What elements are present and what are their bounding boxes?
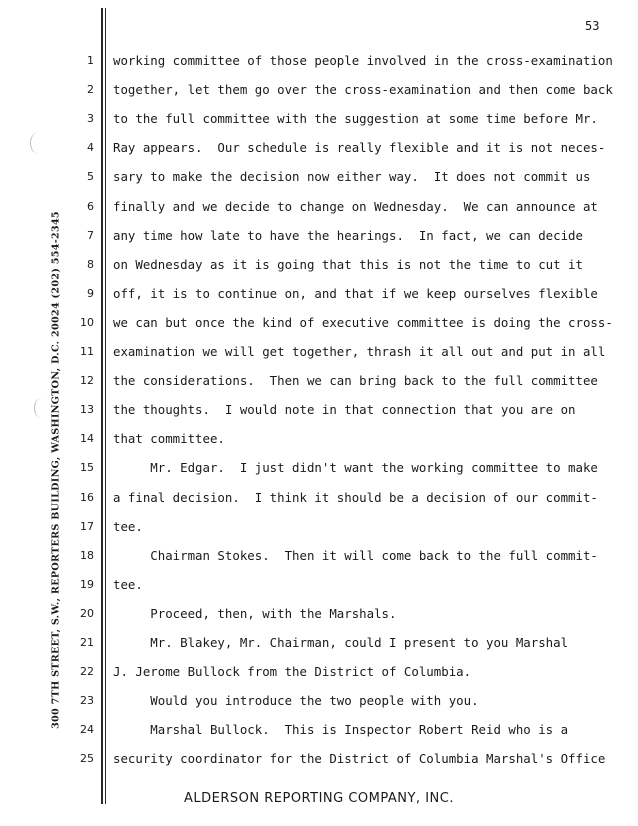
line-text: Chairman Stokes. Then it will come back to the full commit- [113,547,598,563]
line-number: 23 [80,694,94,708]
transcript-line [0,459,638,479]
line-text: Would you introduce the two people with you. [113,693,479,709]
side-address-text: 300 7TH STREET, S.W., REPORTERS BUILDING, WASHINGTON, D.C. 20024 (202) 554-2345 [50,211,62,729]
line-text: off, it is to continue on, and that if we keep ourselves flexible [113,285,598,301]
line-text: on Wednesday as it is going that this is not the time to cut it [113,256,583,272]
transcript-line [0,227,638,247]
line-number: 8 [87,257,94,271]
line-text: J. Jerome Bullock from the District of Columbia. [113,664,472,680]
line-text: Mr. Blakey, Mr. Chairman, could I present to you Marshal [113,635,569,650]
line-text: sary to make the decision now either way. It does not commit us [113,169,591,185]
line-number: 16 [80,490,94,504]
transcript-line [0,81,638,101]
line-text: Mr. Edgar. I just didn't want the working committee to make [113,460,598,476]
transcript-line [0,401,638,421]
transcript-line [0,372,638,392]
line-number: 22 [80,665,94,679]
transcript-line [0,692,638,712]
line-number: 11 [80,345,94,358]
line-number: 24 [80,723,94,737]
line-text: tee. [113,518,143,534]
line-text: Marshal Bullock. This is Inspector Robert Reid who is a [113,722,569,738]
line-number: 13 [80,403,94,417]
transcript-line [0,256,638,276]
line-number: 14 [80,432,94,446]
line-number: 20 [80,606,94,620]
line-text: security coordinator for the District of Columbia Marshal's Office [113,751,606,767]
line-number: 19 [80,577,94,591]
reporting-company-footer: ALDERSON REPORTING COMPANY, INC. [184,791,454,806]
transcript-line [0,314,638,334]
line-number: 9 [87,286,94,300]
line-text: the considerations. Then we can bring back to the full committee [113,373,598,389]
line-number: 5 [87,170,94,184]
line-text: together, let them go over the cross-examination and then come back [113,82,613,98]
transcript-line [0,168,638,188]
transcript-line [0,518,638,538]
line-text: working committee of those people involved in the cross-examination [113,53,613,68]
transcript-line [0,547,638,567]
line-text: the thoughts. I would note in that connection that you are on [113,402,576,418]
line-number: 1 [87,54,94,67]
line-text: Proceed, then, with the Marshals. [113,605,397,621]
transcript-line [0,721,638,741]
line-text: any time how late to have the hearings. In fact, we can decide [113,227,583,243]
transcript-line [0,110,638,130]
transcript-line [0,285,638,305]
transcript-line [0,750,638,770]
transcript-line [0,343,638,363]
line-number: 7 [87,228,94,242]
line-number: 17 [80,519,94,533]
line-number: 10 [80,315,94,329]
line-number: 18 [80,548,94,562]
transcript-line [0,663,638,683]
transcript-line [0,634,638,654]
line-number: 3 [87,112,94,126]
transcript-line [0,605,638,625]
line-text: that committee. [113,431,225,447]
line-number: 2 [87,83,94,97]
transcript-line [0,430,638,450]
line-text: to the full committee with the suggestion at some time before Mr. [113,111,598,127]
line-number: 25 [80,752,94,766]
line-text: Ray appears. Our schedule is really flexible and it is not neces- [113,140,606,156]
line-number: 6 [87,199,94,213]
line-number: 4 [87,141,94,155]
line-text: we can but once the kind of executive committee is doing the cross- [113,314,613,330]
page-number: 53 [585,19,600,33]
line-text: tee. [113,576,143,592]
transcript-line [0,52,638,72]
transcript-line [0,576,638,596]
line-text: finally and we decide to change on Wednesday. We can announce at [113,198,598,214]
line-number: 15 [80,461,94,475]
line-text: a final decision. I think it should be a decision of our commit- [113,489,598,505]
transcript-line [0,489,638,509]
line-number: 12 [80,374,94,388]
transcript-line [0,198,638,218]
transcript-line [0,139,638,159]
line-number: 21 [80,636,94,649]
line-text: examination we will get together, thrash it all out and put in all [113,344,606,359]
